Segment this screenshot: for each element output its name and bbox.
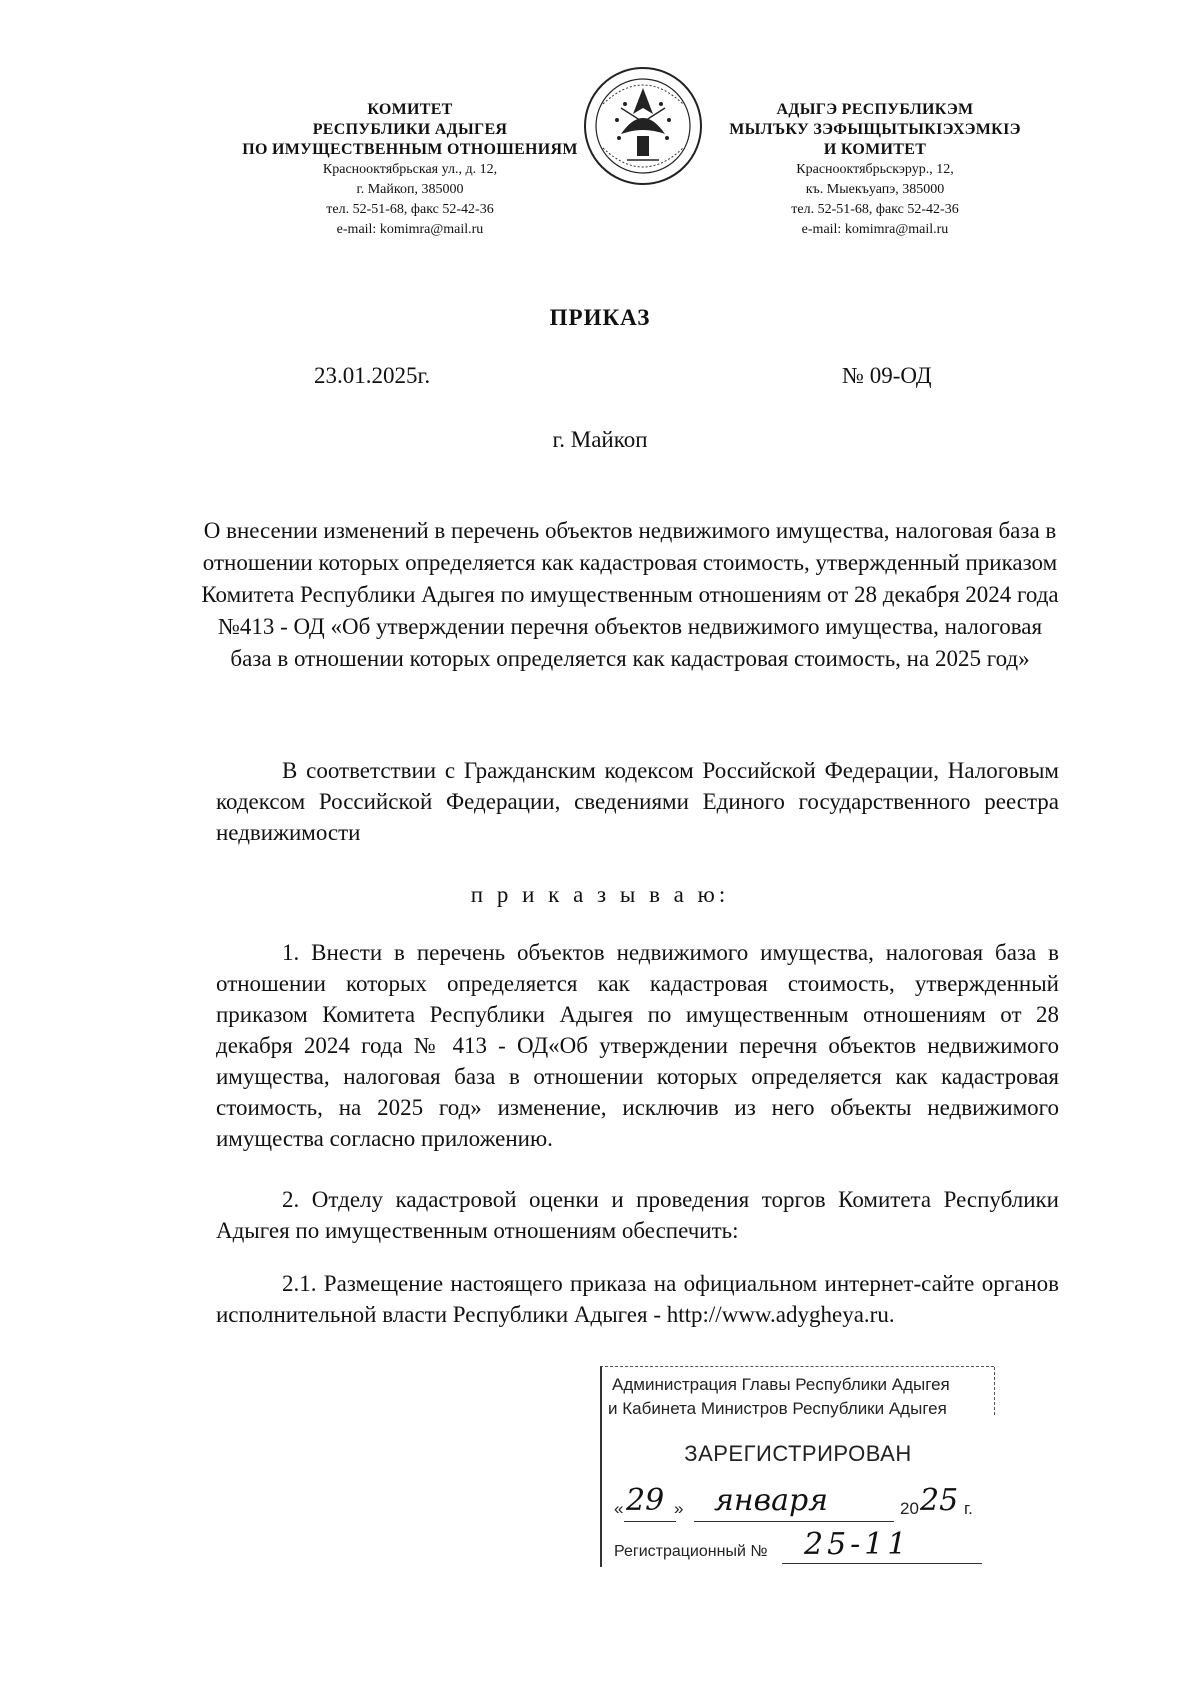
stamp-year-unit: г.: [964, 1499, 973, 1518]
order-title: ПРИКАЗ: [549, 305, 651, 330]
preamble-paragraph: В соответствии с Гражданским кодексом Российской Федерации, Налоговым кодексом Российской Федерации, сведениями Единого государственного реестра недвижимости: [216, 758, 1059, 845]
order-subject: О внесении изменений в перечень объектов недвижимого имущества, налоговая база в отношении которых определяется как кадастровая стоимость, утвержденный приказом Комитета Республики Адыгея по имущественным отношениям от 28 декабря 2024 года №413 - ОД «Об утверждении перечня объектов недвижимого имущества, налоговая база в отношении которых определяется как кадастровая стоимость, на 2025 год»: [201, 518, 1059, 671]
header-left: [240, 100, 580, 240]
order-number: № 09-ОД: [842, 363, 932, 388]
stamp-reg-line: [782, 1563, 982, 1564]
stamp-reg-label: Регистрационный №: [614, 1543, 768, 1560]
stamp-month-line: [694, 1521, 894, 1522]
stamp-border: [994, 1367, 995, 1415]
stamp-day: 29: [626, 1483, 665, 1518]
header-right-city: къ. Мыекъуапэ, 385000: [805, 182, 945, 197]
item-2-1-paragraph: 2.1. Размещение настоящего приказа на официальном интернет-сайте органов исполнительной власти Республики Адыгея - http://www.adygheya.ru.: [216, 1271, 1059, 1327]
item-2-paragraph: 2. Отделу кадастровой оценки и проведения торгов Комитета Республики Адыгея по имущественным отношениям обеспечить:: [216, 1187, 1059, 1243]
header-left-line2: РЕСПУБЛИКИ АДЫГЕЯ: [312, 121, 508, 138]
header-right-line2: МЫЛЪКУ ЗЭФЫЩЫТЫКIЭХЭМКIЭ: [729, 121, 1021, 138]
header-right: [705, 100, 1045, 240]
registration-stamp: [600, 1366, 994, 1567]
order-city: г. Майкоп: [552, 427, 648, 452]
coat-of-arms-emblem: [581, 64, 705, 188]
header-left-address: Краснооктябрьская ул., д. 12,: [322, 162, 498, 177]
order-date: 23.01.2025г.: [314, 363, 431, 388]
stamp-line2: и Кабинета Министров Республики Адыгея: [608, 1399, 947, 1418]
stamp-day-line: [624, 1521, 676, 1522]
stamp-year-prefix: 20: [900, 1499, 919, 1518]
stamp-registered: ЗАРЕГИСТРИРОВАН: [684, 1441, 912, 1466]
header-right-line1: АДЫГЭ РЕСПУБЛИКЭМ: [776, 101, 974, 118]
stamp-month: января: [714, 1483, 829, 1518]
header-right-address: Краснооктябрьскэрур., 12,: [796, 162, 954, 177]
stamp-year-suffix: 25: [920, 1483, 959, 1518]
header-right-email: e-mail: komimra@mail.ru: [801, 222, 949, 237]
stamp-quote-close: »: [674, 1499, 684, 1518]
stamp-date: [614, 1485, 989, 1525]
orders-word: п р и к а з ы в а ю:: [470, 882, 730, 907]
item-1-paragraph: 1. Внести в перечень объектов недвижимого имущества, налоговая база в отношении которых определяется как кадастровая стоимость, утвержденный приказом Комитета Республики Адыгея по имущественным отношениям от 28 декабря 2024 года № 413 - ОД«Об утверждении перечня объектов недвижимого имущества, налоговая база в отношении которых определяется как кадастровая стоимость, на 2025 год» изменение, исключив из него объекты недвижимого имущества согласно приложению.: [216, 940, 1059, 1151]
header-right-phone: тел. 52-51-68, факс 52-42-36: [791, 202, 959, 217]
header-left-phone: тел. 52-51-68, факс 52-42-36: [326, 202, 494, 217]
header-left-city: г. Майкоп, 385000: [356, 182, 464, 197]
header-left-email: e-mail: komimra@mail.ru: [336, 222, 484, 237]
stamp-reg-number: [614, 1527, 989, 1567]
header-right-line3: И КОМИТЕТ: [823, 141, 927, 158]
stamp-quote-open: «: [614, 1499, 624, 1518]
header-left-line1: КОМИТЕТ: [367, 101, 453, 118]
header-left-line3: ПО ИМУЩЕСТВЕННЫМ ОТНОШЕНИЯМ: [242, 141, 578, 158]
stamp-reg-value: 25-11: [804, 1527, 911, 1562]
stamp-line1: Администрация Главы Республики Адыгея: [612, 1375, 950, 1394]
